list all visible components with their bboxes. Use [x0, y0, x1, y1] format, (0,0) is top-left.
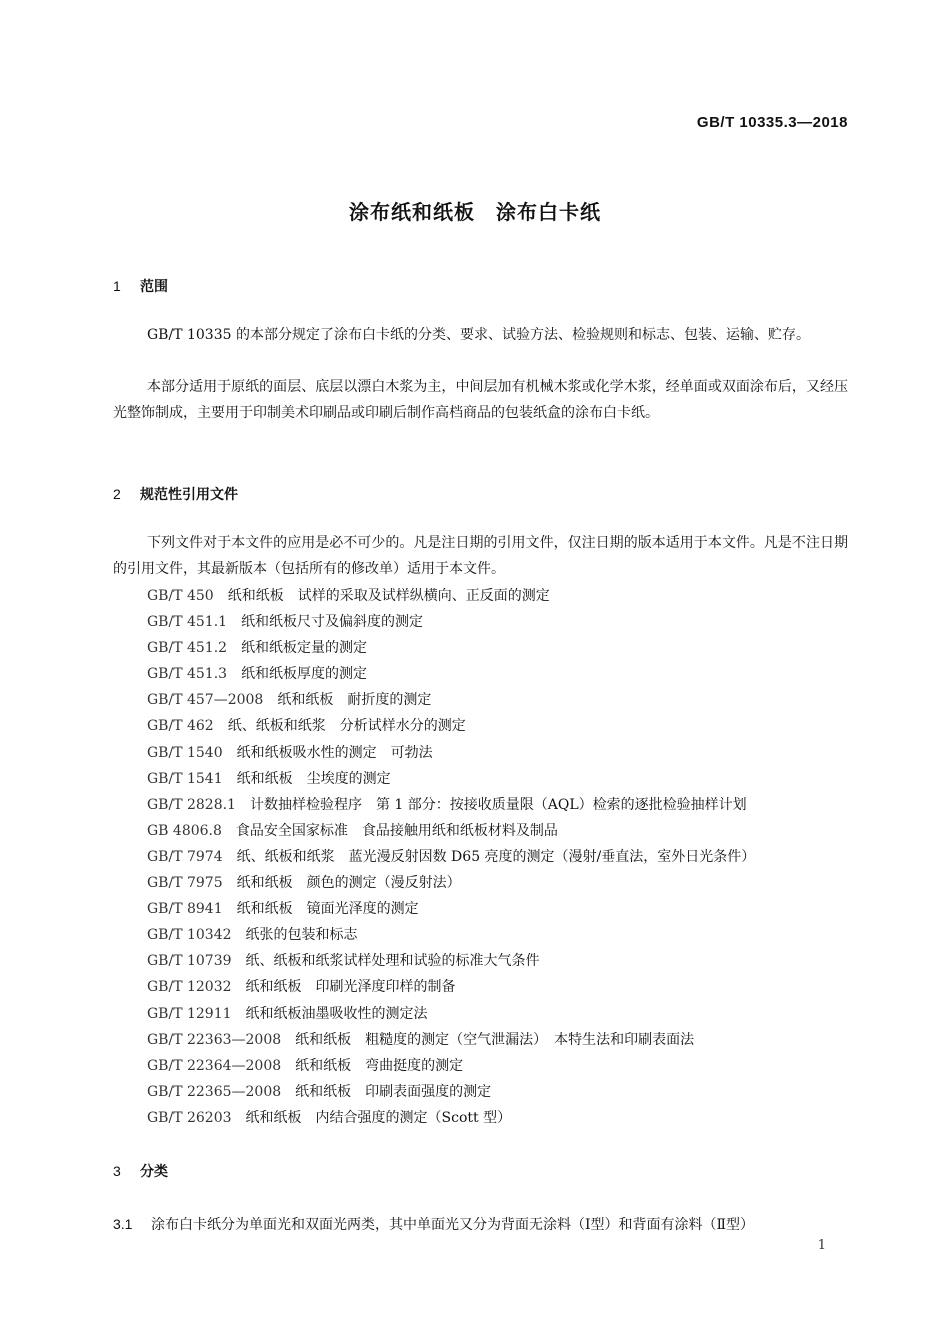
reference-code: GB/T 10739	[147, 953, 232, 970]
reference-code: GB/T 457—2008	[147, 692, 264, 709]
reference-item	[147, 896, 755, 922]
reference-title: 纸和纸板 印刷光泽度印样的制备	[245, 979, 456, 996]
reference-title: 纸和纸板 耐折度的测定	[277, 692, 432, 709]
reference-code: GB/T 22365—2008	[147, 1083, 282, 1100]
reference-item	[147, 948, 755, 974]
reference-code: GB/T 22363—2008	[147, 1031, 282, 1048]
scope-paragraph-2: 本部分适用于原纸的面层、底层以漂白木浆为主，中间层加有机械木浆或化学木浆，经单面或双面涂布后，又经压光整饰制成，主要用于印制美术印刷品或印刷后制作高档商品的包装纸盒的涂布白卡纸。	[113, 379, 848, 421]
clause-number: 3.1	[113, 1216, 133, 1232]
reference-item	[147, 635, 755, 661]
references-intro: 下列文件对于本文件的应用是必不可少的。凡是注日期的引用文件，仅注日期的版本适用于本文件。凡是不注日期的引用文件，其最新版本（包括所有的修改单）适用于本文件。	[113, 535, 848, 577]
reference-code: GB/T 7975	[147, 875, 223, 892]
reference-item	[147, 792, 755, 818]
reference-title: 纸和纸板 试样的采取及试样纵横向、正反面的测定	[227, 588, 550, 604]
reference-title: 纸和纸板 粗糙度的测定（空气泄漏法） 本特生法和印刷表面法	[295, 1031, 695, 1048]
reference-title: 纸、纸板和纸浆 蓝光漫反射因数 D65 亮度的测定（漫射/垂直法，室外日光条件）	[236, 848, 756, 865]
clause-3-1	[113, 1211, 853, 1238]
reference-title: 纸和纸板吸水性的测定 可勃法	[236, 744, 433, 761]
reference-title: 纸和纸板尺寸及偏斜度的测定	[241, 614, 424, 631]
reference-code: GB 4806.8	[147, 822, 222, 839]
reference-list	[147, 583, 755, 1131]
reference-title: 食品安全国家标准 食品接触用纸和纸板材料及制品	[235, 822, 558, 839]
reference-item	[147, 818, 755, 844]
reference-code: GB/T 450	[147, 588, 214, 604]
reference-code: GB/T 1540	[147, 744, 223, 761]
reference-title: 计数抽样检验程序 第 1 部分：按接收质量限（AQL）检索的逐批检验抽样计划	[249, 796, 747, 813]
reference-item	[147, 1079, 755, 1105]
reference-title: 纸和纸板 镜面光泽度的测定	[236, 901, 419, 918]
reference-item	[147, 1053, 755, 1079]
reference-code: GB/T 451.1	[147, 614, 228, 631]
reference-code: GB/T 1541	[147, 770, 223, 787]
section-1-heading	[113, 276, 168, 296]
reference-item	[147, 974, 755, 1000]
reference-code: GB/T 22364—2008	[147, 1057, 282, 1074]
reference-item	[147, 870, 755, 896]
reference-title: 纸和纸板 颜色的测定（漫反射法）	[236, 875, 461, 892]
section-3-heading	[113, 1161, 168, 1181]
reference-title: 纸和纸板 印刷表面强度的测定	[295, 1083, 492, 1100]
reference-title: 纸和纸板 尘埃度的测定	[236, 770, 391, 787]
reference-item	[147, 687, 755, 713]
section-3-title: 分类	[140, 1164, 168, 1180]
reference-item	[147, 583, 755, 609]
scope-paragraph-1: GB/T 10335 的本部分规定了涂布白卡纸的分类、要求、试验方法、检验规则和标志、包装、运输、贮存。	[147, 327, 810, 343]
section-1-number: 1	[113, 278, 121, 294]
reference-code: GB/T 8941	[147, 901, 223, 918]
reference-title: 纸和纸板油墨吸收性的测定法	[245, 1005, 428, 1022]
section-2-heading	[113, 484, 238, 504]
reference-item	[147, 713, 755, 739]
reference-code: GB/T 12032	[147, 979, 232, 996]
reference-code: GB/T 451.2	[147, 640, 228, 657]
reference-item	[147, 1105, 755, 1131]
reference-title: 纸和纸板 弯曲挺度的测定	[295, 1057, 464, 1074]
reference-code: GB/T 26203	[147, 1109, 232, 1126]
reference-item	[147, 1001, 755, 1027]
reference-item	[147, 844, 755, 870]
reference-code: GB/T 12911	[147, 1005, 232, 1022]
reference-code: GB/T 10342	[147, 927, 232, 944]
reference-item	[147, 766, 755, 792]
reference-item	[147, 661, 755, 687]
section-1-title: 范围	[140, 279, 168, 295]
section-2-title: 规范性引用文件	[140, 487, 238, 503]
reference-title: 纸和纸板定量的测定	[241, 640, 368, 657]
reference-item	[147, 609, 755, 635]
reference-code: GB/T 2828.1	[147, 796, 236, 813]
reference-title: 纸和纸板 内结合强度的测定（Scott 型）	[245, 1109, 512, 1126]
reference-code: GB/T 7974	[147, 848, 223, 865]
reference-title: 纸张的包装和标志	[245, 927, 358, 944]
standard-code: GB/T 10335.3—2018	[696, 114, 848, 131]
reference-title: 纸、纸板和纸浆试样处理和试验的标准大气条件	[245, 953, 540, 970]
document-title: 涂布纸和纸板 涂布白卡纸	[349, 200, 601, 224]
reference-code: GB/T 451.3	[147, 666, 228, 683]
reference-item	[147, 740, 755, 766]
reference-title: 纸和纸板厚度的测定	[241, 666, 368, 683]
page-number: 1	[817, 1238, 826, 1253]
reference-item	[147, 922, 755, 948]
reference-code: GB/T 462	[147, 718, 214, 735]
reference-item	[147, 1027, 755, 1053]
reference-title: 纸、纸板和纸浆 分析试样水分的测定	[227, 718, 466, 735]
section-3-number: 3	[113, 1163, 121, 1179]
clause-text: 涂布白卡纸分为单面光和双面光两类，其中单面光又分为背面无涂料（Ⅰ型）和背面有涂料（Ⅱ型）	[151, 1217, 755, 1233]
section-2-number: 2	[113, 486, 121, 502]
